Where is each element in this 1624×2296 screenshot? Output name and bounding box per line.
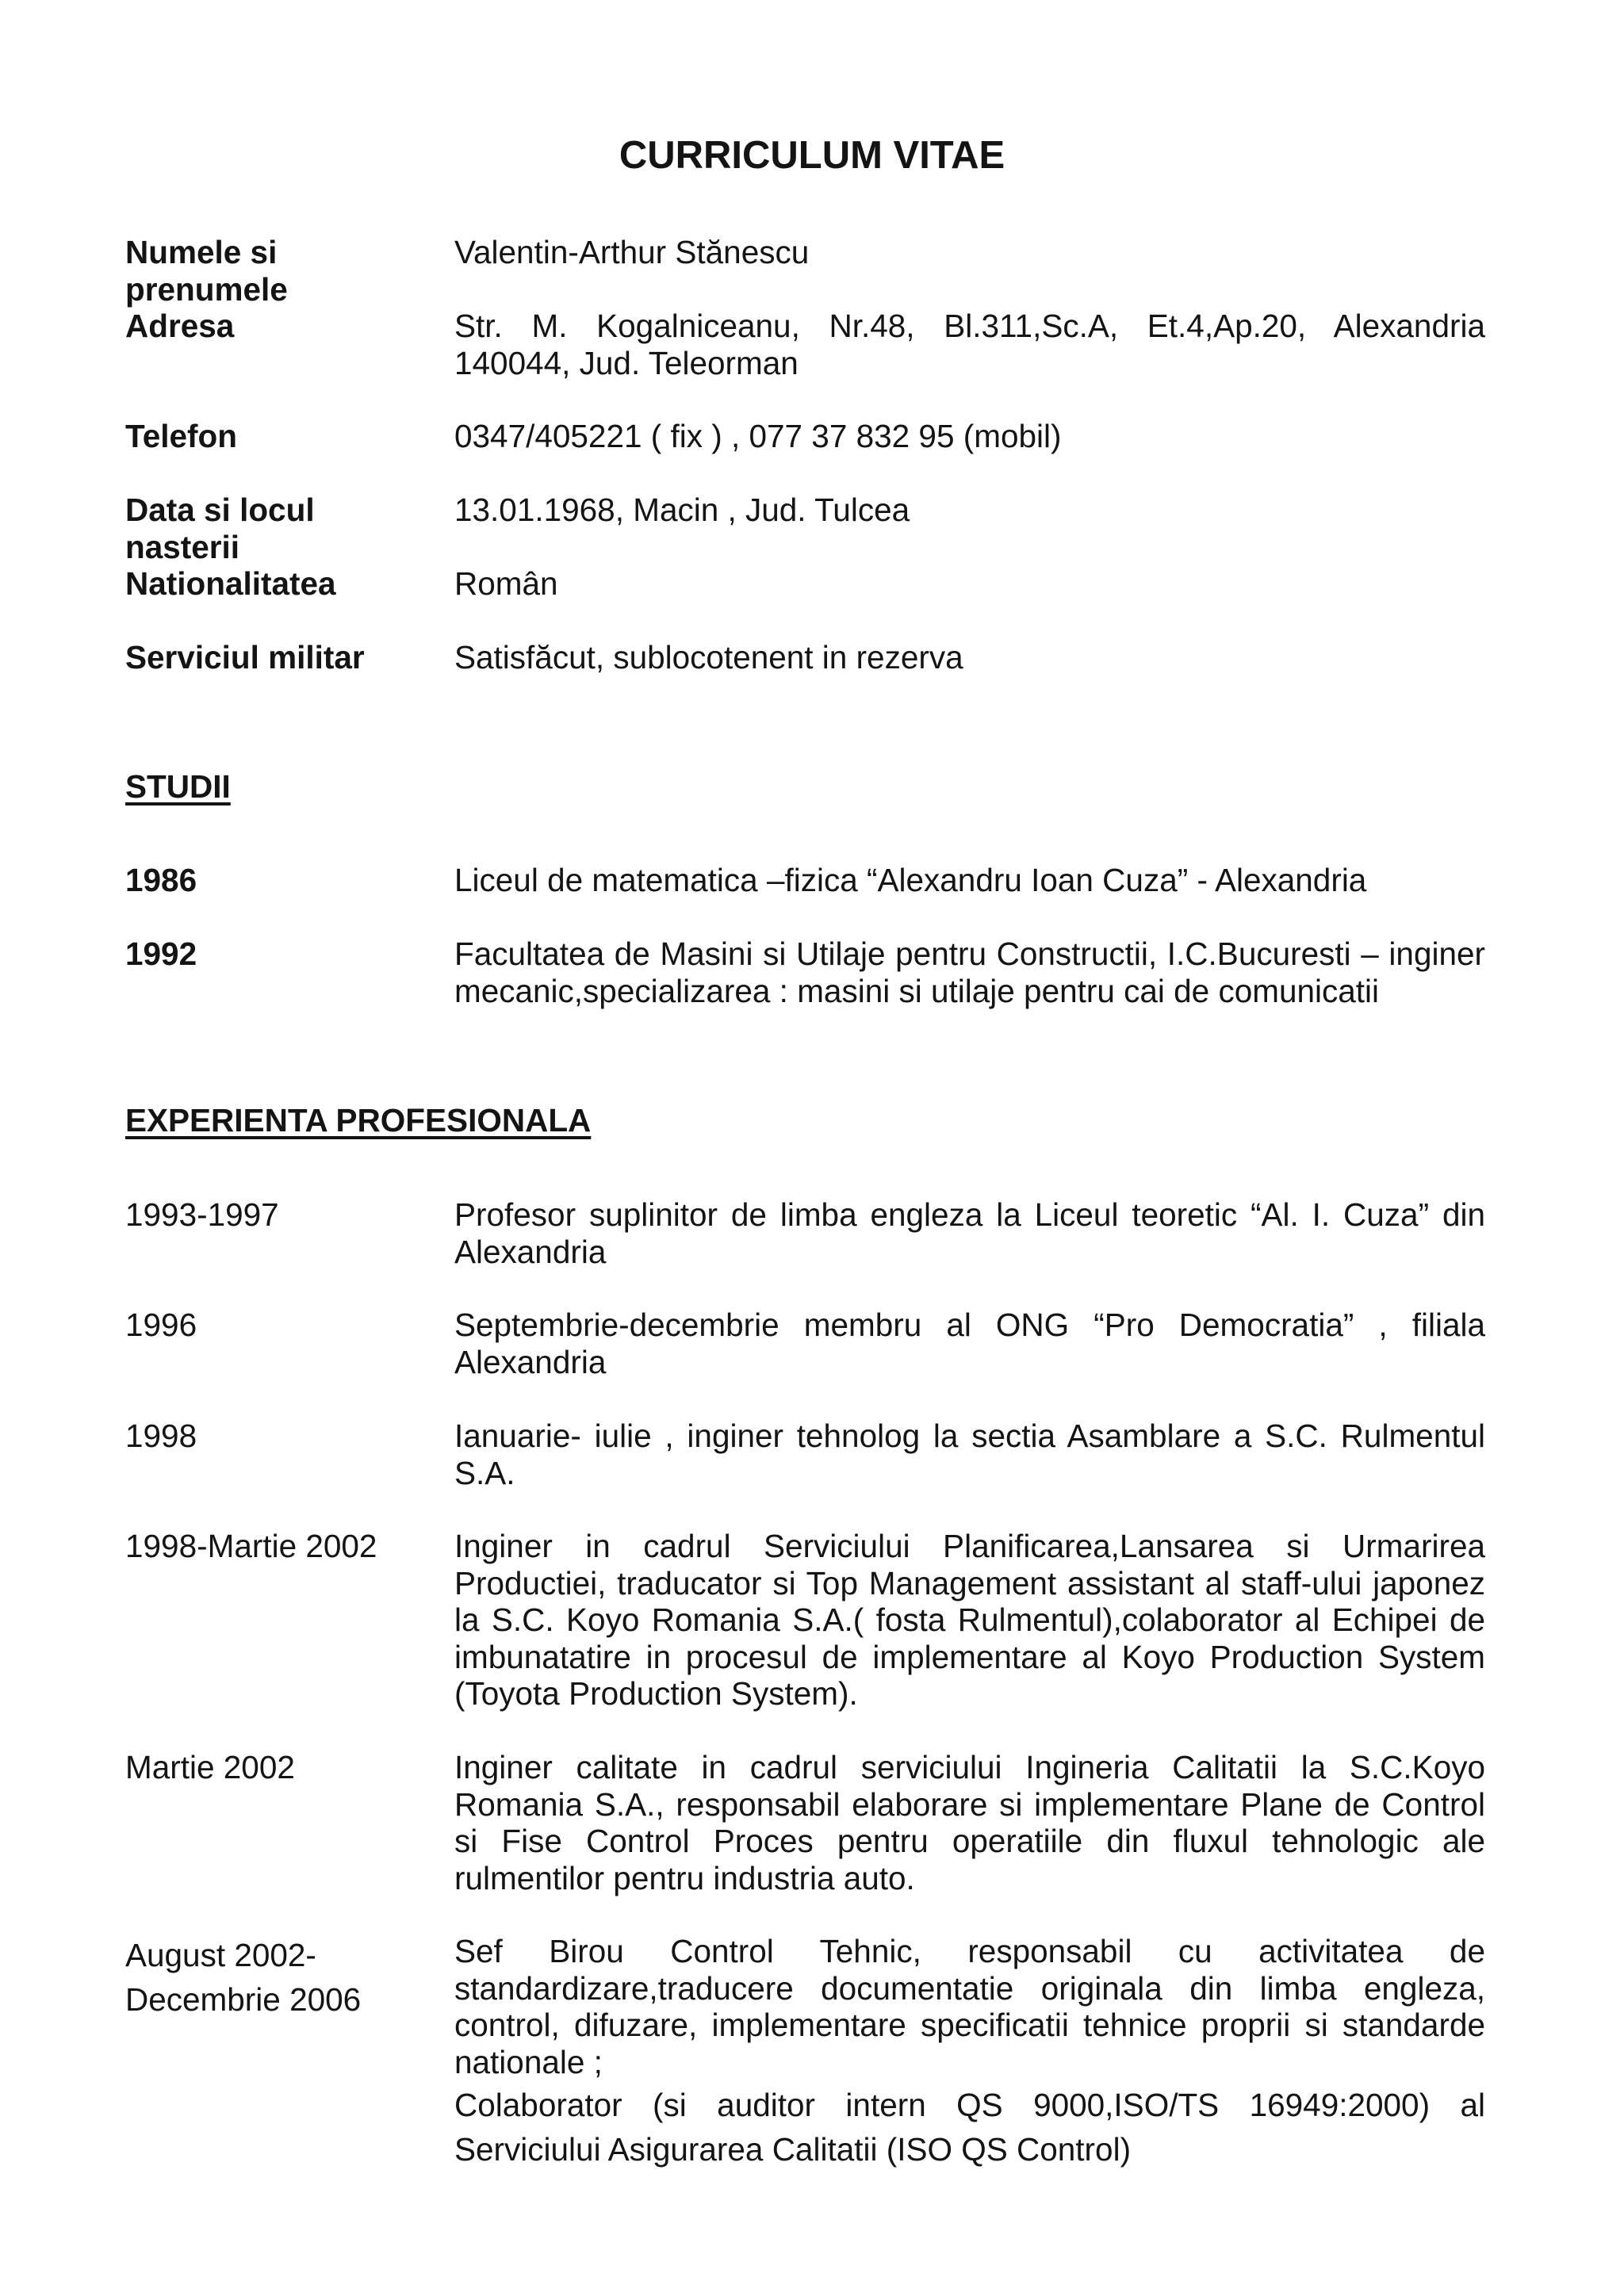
personal-value: Str. M. Kogalniceanu, Nr.48, Bl.311,Sc.A, Et.4,Ap.20, Alexandria 140044, Jud. Teleorman xyxy=(454,308,1485,381)
experience-text: Colaborator (si auditor intern QS 9000,ISO/TS 16949:2000) al Serviciului Asigurarea Calitatii (ISO QS Control) xyxy=(454,2087,1485,2168)
document-title: CURRICULUM VITAE xyxy=(619,134,1005,177)
experience-text: Profesor suplinitor de limba engleza la Liceul teoretic “Al. I. Cuza” din Alexandria xyxy=(454,1196,1485,1270)
experience-period: 1993-1997 xyxy=(125,1196,279,1233)
personal-label: Data si locul nasterii xyxy=(125,492,315,565)
study-text: Liceul de matematica –fizica “Alexandru Ioan Cuza” - Alexandria xyxy=(454,862,1367,898)
study-text: Facultatea de Masini si Utilaje pentru Constructii, I.C.Bucuresti – inginer mecanic,specializarea : masini si utilaje pentru cai de comunicatii xyxy=(454,936,1485,1009)
experience-text: Inginer calitate in cadrul serviciului Ingineria Calitatii la S.C.Koyo Romania S.A., responsabil elaborare si implementare Plane de Control si Fise Control Proces pentru operatiile din fluxul tehnologic ale rulmentilor pentru industria auto. xyxy=(454,1749,1485,1896)
personal-label: Numele si prenumele xyxy=(125,234,288,308)
personal-value: 13.01.1968, Macin , Jud. Tulcea xyxy=(454,492,910,528)
experience-text: Sef Birou Control Tehnic, responsabil cu activitatea de standardizare,traducere documentatie originala din limba engleza, control, difuzare, implementare specificatii tehnice proprii si standarde nationale ; xyxy=(454,1933,1485,2080)
personal-label: Serviciul militar xyxy=(125,639,365,675)
personal-value: Satisfăcut, sublocotenent in rezerva xyxy=(454,639,963,675)
study-year: 1992 xyxy=(125,936,197,972)
study-year: 1986 xyxy=(125,862,197,898)
section-heading-experienta: EXPERIENTA PROFESIONALA xyxy=(125,1102,592,1138)
personal-value: Român xyxy=(454,565,558,602)
experience-period-line: Decembrie 2006 xyxy=(125,1981,362,2018)
personal-value: 0347/405221 ( fix ) , 077 37 832 95 (mobil) xyxy=(454,418,1062,454)
experience-period: 1996 xyxy=(125,1307,197,1343)
experience-text: Ianuarie- iulie , inginer tehnolog la sectia Asamblare a S.C. Rulmentul S.A. xyxy=(454,1418,1485,1491)
personal-value: Valentin-Arthur Stănescu xyxy=(454,234,810,270)
personal-label: Adresa xyxy=(125,308,235,344)
personal-label: Nationalitatea xyxy=(125,565,336,602)
experience-period: 1998-Martie 2002 xyxy=(125,1528,377,1564)
experience-text: Septembrie-decembrie membru al ONG “Pro Democratia” , filiala Alexandria xyxy=(454,1307,1485,1380)
personal-label: Telefon xyxy=(125,418,237,454)
experience-period-line: August 2002- xyxy=(125,1937,316,1973)
experience-text: Inginer in cadrul Serviciului Planificarea,Lansarea si Urmarirea Productiei, traducator si Top Management assistant al staff-ului japonez la S.C. Koyo Romania S.A.( fosta Rulmentul),colaborator al Echipei de imbunatatire in procesul de implementare al Koyo Production System (Toyota Production System). xyxy=(454,1528,1485,1712)
experience-period xyxy=(125,1933,435,2022)
experience-period: Martie 2002 xyxy=(125,1749,295,1785)
section-heading-studii: STUDII xyxy=(125,768,231,805)
experience-period: 1998 xyxy=(125,1418,197,1454)
